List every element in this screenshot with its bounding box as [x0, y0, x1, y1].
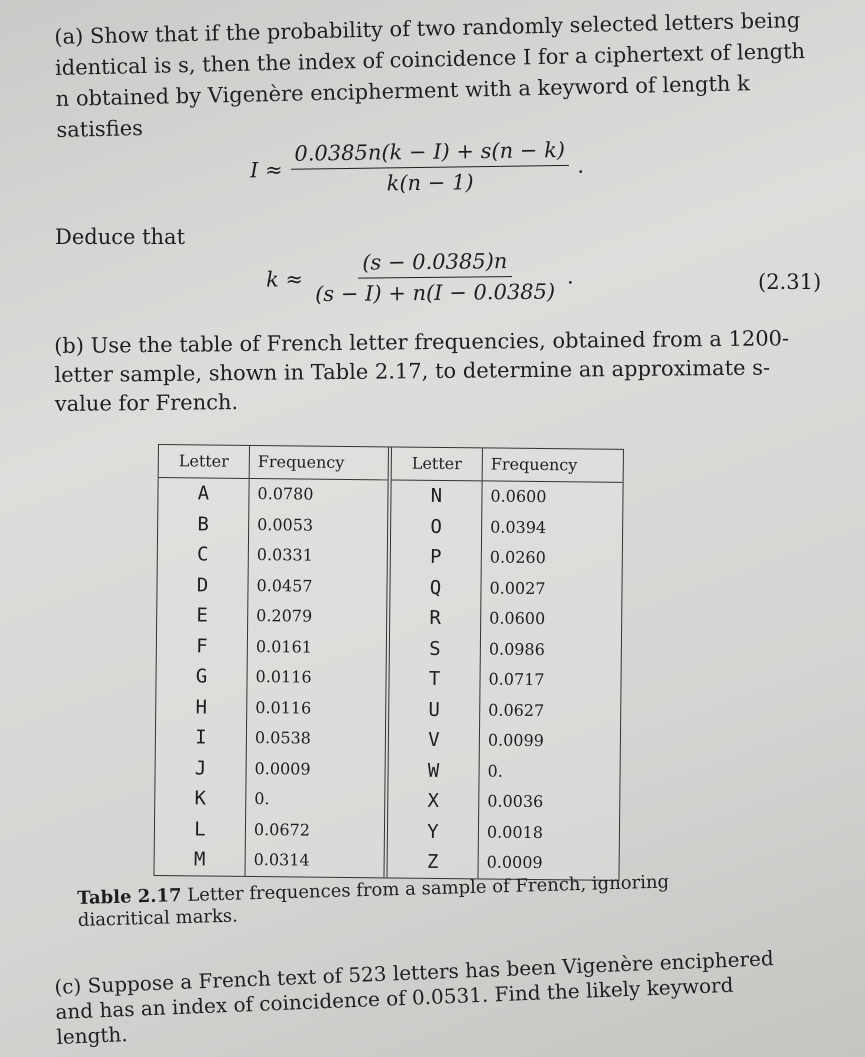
table-cell-frequency: 0.2079 — [256, 606, 313, 626]
table-cell-frequency: 0.0116 — [255, 697, 312, 718]
part-c-text: (c) Suppose a French text of 523 letters has been Vigenère enciphered and has an index of coincidence of 0.0531. Find the likely keyword length. — [54, 946, 775, 1049]
table-cell-letter: P — [429, 545, 442, 568]
table-cell-letter: T — [428, 667, 441, 690]
table-cell-frequency: 0. — [487, 760, 503, 781]
header-frequency: Frequency — [483, 448, 623, 482]
formula-lhs: I ≈ — [249, 157, 283, 182]
table-cell-frequency: 0.0394 — [490, 516, 547, 537]
table-cell-frequency: 0.0331 — [256, 545, 313, 565]
formula2-numerator: (s − 0.0385)n — [358, 249, 511, 279]
table-cell-letter: B — [197, 512, 209, 536]
table-cell-letter: I — [195, 726, 207, 749]
table-cell-letter: X — [427, 789, 440, 812]
table-cell-letter: O — [430, 515, 442, 538]
french-frequency-table — [153, 444, 623, 880]
table-cell-frequency: 0.0780 — [257, 484, 314, 504]
table-cell-letter: V — [428, 728, 440, 751]
table-cell-letter: J — [194, 756, 207, 780]
table-cell-letter: U — [428, 698, 441, 721]
formula-index-of-coincidence: I ≈ $\frac{0.0385n(k - I) + s(n - k)}{k(n - 1)}$ . — [249, 137, 585, 196]
table-cell-letter: M — [193, 848, 206, 871]
equation-number: (2.31) — [758, 270, 822, 294]
table-cell-frequency: 0.0161 — [255, 636, 312, 657]
table-cell-letter: D — [196, 573, 209, 597]
table-cell-frequency: 0.0717 — [488, 669, 545, 690]
table-cell-letter: S — [429, 637, 441, 660]
formula-keyword-length: k ≈ $\frac{(s - 0.0385)n}{(s - I) + n(I - 0.0385)}$ . — [265, 249, 574, 307]
part-b-text: (b) Use the table of French letter frequencies, obtained from a 1200-letter sample, shown in Table 2.17, to determine an approximate s-value for French. — [54, 326, 790, 416]
table-cell-frequency: 0.0053 — [257, 514, 314, 535]
table-cell-frequency: 0.0116 — [255, 667, 312, 687]
table-cell-letter: W — [427, 759, 440, 782]
part-a-text: (a) Show that if the probability of two randomly selected letters being identical is s, then the index of coincidence I for a ciphertext of length n obtained by Vigenère encipherment with a keyword of length k satisfies — [54, 8, 806, 142]
table-cell-frequency: 0.0036 — [487, 791, 544, 812]
header-letter: Letter — [159, 445, 249, 479]
table-cell-letter: L — [194, 817, 206, 841]
caption-text: Letter frequences from a sample of French, ignoring diacritical marks. — [77, 871, 670, 931]
table-cell-letter: Y — [427, 820, 439, 843]
table-cell-letter: H — [195, 695, 208, 719]
header-letter: Letter — [392, 447, 482, 481]
table-cell-letter: Z — [426, 850, 439, 873]
deduce-text: Deduce that — [55, 225, 186, 249]
table-cell-letter: K — [194, 787, 207, 810]
table-cell-frequency: 0.0099 — [487, 730, 544, 751]
table-cell-frequency: 0. — [254, 789, 270, 809]
table-cell-frequency: 0.0600 — [489, 608, 546, 629]
table-cell-letter: N — [430, 484, 443, 507]
formula2-lhs: k ≈ — [265, 266, 304, 292]
table-cell-letter: C — [196, 543, 209, 566]
table-cell-frequency: 0.0986 — [488, 638, 545, 659]
table-cell-frequency: 0.0009 — [486, 852, 543, 873]
table-cell-frequency: 0.0627 — [488, 699, 545, 720]
formula2-denominator: (s − I) + n(I − 0.0385) — [315, 279, 556, 307]
table-cell-frequency: 0.0538 — [254, 728, 312, 748]
formula-numerator: 0.0385n(k − I) + s(n − k) — [290, 138, 569, 170]
table-cell-frequency: 0.0018 — [486, 821, 544, 842]
formula-denominator: k(n − 1) — [386, 170, 474, 196]
table-cell-frequency: 0.0027 — [489, 577, 546, 598]
caption-label: Table 2.17 — [77, 885, 182, 909]
table-cell-frequency: 0.0457 — [256, 575, 313, 596]
table-cell-letter: G — [195, 665, 208, 688]
table-cell-frequency: 0.0600 — [490, 486, 547, 507]
table-cell-letter: R — [429, 606, 442, 629]
table-caption — [77, 870, 718, 932]
table-cell-frequency: 0.0314 — [253, 850, 310, 870]
table-cell-letter: F — [196, 634, 208, 658]
table-cell-frequency: 0.0260 — [489, 547, 546, 568]
table-cell-letter: Q — [429, 576, 442, 599]
table-cell-frequency: 0.0009 — [254, 758, 311, 779]
table-cell-letter: A — [197, 482, 210, 505]
table-cell-letter: E — [196, 604, 209, 627]
table-cell-frequency: 0.0672 — [253, 819, 311, 840]
header-frequency: Frequency — [250, 446, 388, 480]
